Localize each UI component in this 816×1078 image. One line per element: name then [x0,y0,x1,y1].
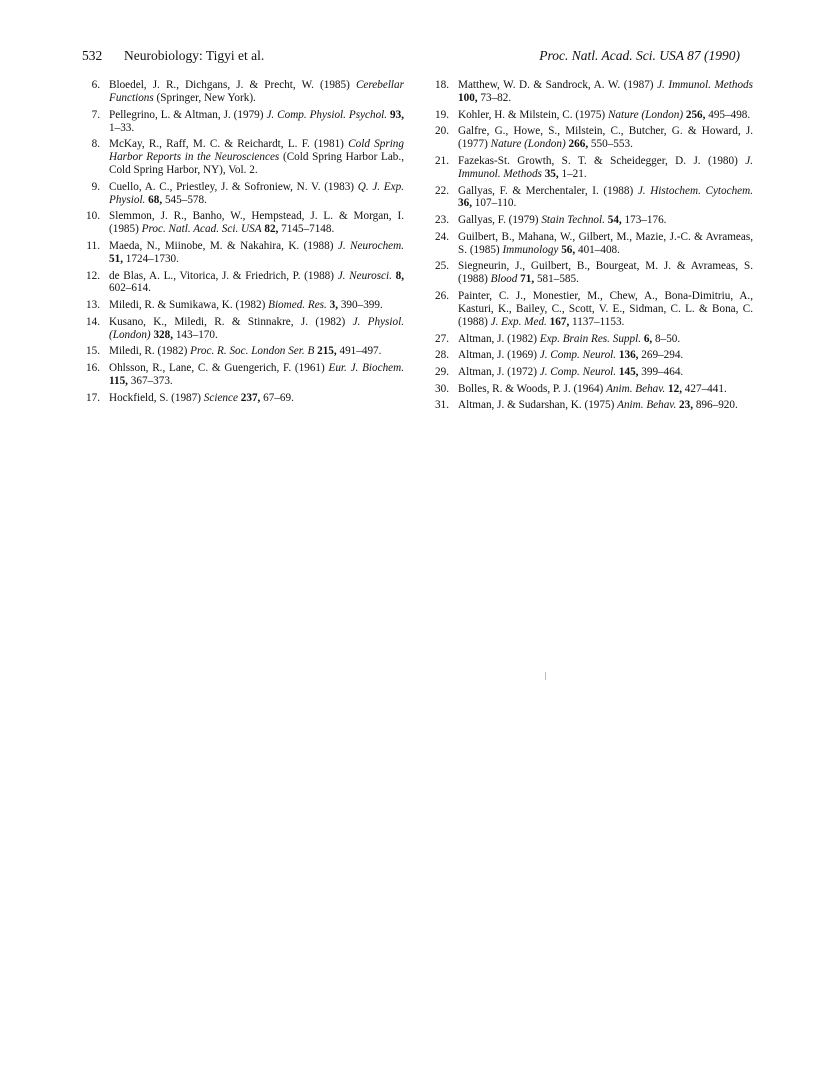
reference-volume: 6, [643,332,653,345]
reference-authors: Painter, C. J., Monestier, M., Chew, A., Bona-Dimitriu, A., Kasturi, K., Bailey, C., Scott, V. E., Sidman, C. L. & Bona, C. (1988) [458,290,753,328]
reference-volume: 167, [549,315,570,328]
reference-item [431,125,753,151]
reference-pages: 896–920. [695,399,738,412]
reference-volume: 54, [607,214,622,227]
reference-number: 16. [86,362,100,375]
reference-source: Proc. R. Soc. London Ser. B [190,345,315,358]
reference-authors: Bloedel, J. R., Dichgans, J. & Precht, W. (1985) [109,79,350,91]
reference-number: 31. [435,399,449,412]
journal-citation: Proc. Natl. Acad. Sci. USA 87 (1990) [539,48,740,63]
reference-item [82,362,404,388]
reference-authors: Kohler, H. & Milstein, C. (1975) [458,108,606,121]
reference-authors: Bolles, R. & Woods, P. J. (1964) [458,382,604,395]
reference-source: J. Comp. Physiol. Psychol. [266,108,388,121]
reference-volume: 35, [544,167,559,180]
reference-volume: 51, [109,252,123,265]
reference-source: Blood [490,273,518,286]
reference-source: Cerebellar Functions [109,79,404,104]
reference-source: J. Histochem. Cytochem. [637,184,754,197]
reference-item [431,185,753,211]
reference-number: 23. [435,214,449,227]
reference-item [82,392,404,405]
reference-number: 29. [435,365,449,378]
reference-source: J. Neurosci. [337,269,392,282]
reference-item [82,270,404,296]
reference-item [82,79,404,105]
reference-item [431,260,753,286]
reference-number: 22. [435,184,449,197]
reference-pages: 602–614. [109,282,151,295]
reference-item [431,333,753,346]
reference-volume: 3, [329,299,339,312]
reference-volume: 100, [458,91,478,104]
reference-source: J. Comp. Neurol. [539,349,617,362]
reference-authors: Siegneurin, J., Guilbert, B., Bourgeat, M. J. & Avrameas, S. (1988) [458,260,753,286]
reference-volume: 68, [148,193,163,206]
reference-source: J. Exp. Med. [490,315,547,328]
reference-source: Proc. Natl. Acad. Sci. USA [141,223,262,236]
reference-volume: 71, [520,273,535,286]
reference-pages: 7145–7148. [281,223,335,236]
reference-authors: Ohlsson, R., Lane, C. & Guengerich, F. (1961) [109,362,325,375]
reference-authors: Cuello, A. C., Priestley, J. & Sofroniew, N. V. (1983) [109,180,355,193]
reference-source: J. Immunol. Methods [458,154,753,180]
reference-pages: 67–69. [263,391,294,404]
reference-authors: Fazekas-St. Growth, S. T. & Scheidegger, D. J. (1980) [458,154,738,167]
reference-item [82,109,404,135]
reference-item [82,181,404,207]
reference-volume: 36, [458,197,472,210]
reference-source: Cold Spring Harbor Reports in the Neurosciences [109,138,404,164]
references-right-column [431,79,753,416]
reference-source: Anim. Behav. [617,399,677,412]
references-left-column [82,79,404,409]
reference-source: Immunology [502,243,559,256]
reference-number: 20. [435,125,449,138]
reference-item [82,345,404,358]
reference-source: Science [203,391,238,404]
section-title: Neurobiology: Tigyi et al. [124,48,265,63]
reference-authors: Pellegrino, L. & Altman, J. (1979) [109,108,264,121]
reference-volume: 145, [618,365,639,378]
reference-number: 7. [91,108,100,121]
reference-volume: 215, [317,345,337,358]
reference-number: 15. [86,345,100,358]
reference-item [431,290,753,329]
reference-authors: Miledi, R. (1982) [109,345,188,358]
reference-volume: 266, [568,138,589,151]
reference-number: 17. [86,391,100,404]
reference-volume: 82, [264,223,279,236]
reference-volume: 136, [618,349,639,362]
reference-source: J. Neurochem. [337,239,405,252]
reference-number: 25. [435,260,449,273]
reference-authors: Miledi, R. & Sumikawa, K. (1982) [109,299,266,312]
page-number: 532 [82,48,103,63]
reference-source: Nature (London) [490,138,566,151]
reference-number: 11. [86,239,100,252]
reference-number: 14. [86,315,100,328]
reference-item [431,399,753,412]
reference-item [431,155,753,181]
page-header [82,48,740,68]
reference-pages: 73–82. [480,91,512,104]
reference-authors: Altman, J. & Sudarshan, K. (1975) [458,399,615,412]
reference-source: Anim. Behav. [606,382,666,395]
reference-item [82,210,404,236]
reference-item [82,138,404,177]
reference-source: J. Immunol. Methods [657,79,753,91]
reference-pages: 399–464. [641,365,684,378]
reference-volume: 8, [395,269,405,282]
reference-pages: 367–373. [130,375,173,388]
reference-authors: Altman, J. (1972) [458,365,537,378]
reference-item [82,299,404,312]
reference-volume: 328, [153,328,174,341]
reference-authors: Maeda, N., Miinobe, M. & Nakahira, K. (1988) [109,239,334,252]
reference-number: 10. [86,210,100,223]
reference-volume: 56, [561,243,576,256]
reference-number: 24. [435,230,449,243]
reference-number: 12. [86,269,100,282]
reference-pages: 1724–1730. [125,252,179,265]
reference-pages: 1137–1153. [572,315,625,328]
reference-authors: Gallyas, F. & Merchentaler, I. (1988) [458,184,634,197]
reference-volume: 93, [390,108,405,121]
reference-number: 8. [91,138,100,151]
reference-source: Stain Technol. [541,214,605,227]
reference-authors: Hockfield, S. (1987) [109,391,201,404]
reference-pages: 1–33. [109,121,135,134]
reference-pages: 427–441. [684,382,727,395]
reference-item [82,316,404,342]
reference-pages: (Cold Spring Harbor Lab., Cold Spring Harbor, NY), Vol. 2. [109,151,404,177]
reference-source: Biomed. Res. [268,299,327,312]
reference-source: Q. J. Exp. Physiol. [109,180,405,206]
reference-source: J. Comp. Neurol. [539,365,617,378]
reference-source: J. Physiol. (London) [109,315,405,341]
reference-pages: (Springer, New York). [156,91,256,104]
reference-authors: Guilbert, B., Mahana, W., Gilbert, M., Mazie, J.-C. & Avrameas, S. (1985) [458,230,753,256]
reference-pages: 550–553. [590,138,633,151]
reference-authors: Kusano, K., Miledi, R. & Stinnakre, J. (1982) [109,315,346,328]
reference-pages: 8–50. [655,332,681,345]
reference-source: Exp. Brain Res. Suppl. [539,332,642,345]
reference-authors: de Blas, A. L., Vitorica, J. & Friedrich, P. (1988) [109,269,334,282]
reference-pages: 495–498. [708,108,751,121]
reference-pages: 143–170. [175,328,218,341]
reference-authors: Altman, J. (1969) [458,349,537,362]
reference-number: 13. [86,299,100,312]
reference-number: 6. [91,79,100,91]
reference-volume: 256, [685,108,706,121]
reference-number: 28. [435,349,449,362]
reference-authors: McKay, R., Raff, M. C. & Reichardt, L. F. (1981) [109,138,344,151]
reference-item [431,109,753,122]
reference-item [431,231,753,257]
reference-number: 30. [435,382,449,395]
reference-volume: 23, [679,399,694,412]
reference-pages: 1–21. [561,167,587,180]
reference-pages: 491–497. [339,345,382,358]
reference-pages: 545–578. [164,193,207,206]
reference-item [82,240,404,266]
reference-item [431,383,753,396]
reference-number: 18. [435,79,449,91]
reference-item [431,214,753,227]
reference-item [431,79,753,105]
page-mark [545,672,546,680]
reference-source: Eur. J. Biochem. [328,362,405,375]
reference-number: 9. [91,180,100,193]
reference-volume: 115, [109,375,128,388]
reference-authors: Galfre, G., Howe, S., Milstein, C., Butcher, G. & Howard, J. (1977) [458,125,753,151]
reference-number: 26. [435,290,449,303]
reference-pages: 269–294. [641,349,684,362]
reference-authors: Altman, J. (1982) [458,332,537,345]
reference-authors: Gallyas, F. (1979) [458,214,539,227]
reference-number: 19. [435,108,449,121]
reference-pages: 401–408. [577,243,620,256]
reference-number: 27. [435,332,449,345]
reference-pages: 107–110. [474,197,517,210]
reference-item [431,349,753,362]
reference-authors: Slemmon, J. R., Banho, W., Hempstead, J. L. & Morgan, I. (1985) [109,210,404,236]
reference-pages: 581–585. [536,273,579,286]
reference-authors: Matthew, W. D. & Sandrock, A. W. (1987) [458,79,654,91]
reference-number: 21. [435,154,449,167]
reference-volume: 237, [240,391,261,404]
reference-volume: 12, [668,382,682,395]
reference-source: Nature (London) [607,108,684,121]
reference-item [431,366,753,379]
reference-pages: 173–176. [624,214,667,227]
reference-pages: 390–399. [340,299,383,312]
